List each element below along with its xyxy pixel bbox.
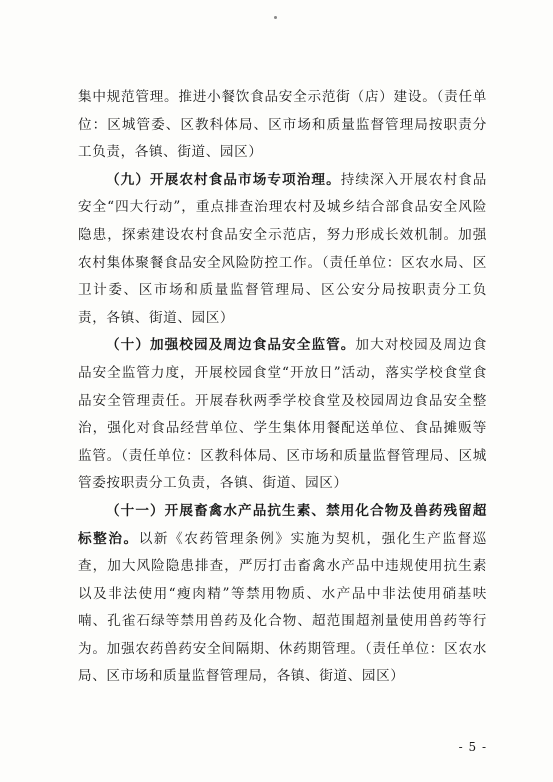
paragraph-section-9 (78, 167, 487, 333)
paragraph-section-11 (78, 498, 487, 691)
paragraph-continuation (78, 84, 487, 167)
paragraph-text: 以新《农药管理条例》实施为契机，强化生产监督巡查，加大风险隐患排查，严厉打击畜禽水产品中违规使用抗生素以及非法使用“瘦肉精”等禁用物质、水产品中非法使用硝基呋喃、孔雀石绿等禁用兽药及化合物、超范围超剂量使用兽药等行为。加强农药兽药安全间隔期、休药期管理。（责任单位：区农水局、区市场和质量监督管理局，各镇、街道、园区） (78, 530, 487, 685)
page-number: - 5 - (458, 740, 487, 754)
paragraph-text: 加大对校园及周边食品安全监管力度，开展校园食堂“开放日”活动，落实学校食堂食品安全管理责任。开展春秋两季学校食堂及校园周边食品安全整治，强化对食品经营单位、学生集体用餐配送单位、食品摊贩等监管。（责任单位：区教科体局、区市场和质量监督管理局、区城管委按职责分工负责，各镇、街道、园区） (78, 337, 487, 492)
section-heading: （九）开展农村食品市场专项治理。 (106, 171, 341, 188)
section-heading: （十一）开展畜禽水产品抗生素、禁用化合物及兽药残留超标整治。 (78, 502, 487, 547)
scan-mark (274, 16, 277, 19)
paragraph-text: 集中规范管理。推进小餐饮食品安全示范街（店）建设。（责任单位：区城管委、区教科体局、区市场和质量监督管理局按职责分工负责，各镇、街道、园区） (78, 89, 487, 161)
paragraph-section-10 (78, 332, 487, 498)
paragraph-text: 持续深入开展农村食品安全“四大行动”，重点排查治理农村及城乡结合部食品安全风险隐患，探索建设农村食品安全示范店，努力形成长效机制。加强农村集体聚餐食品安全风险防控工作。（责任单位：区农水局、区卫计委、区市场和质量监督管理局、区公安分局按职责分工负责，各镇、街道、园区） (78, 171, 487, 326)
section-heading: （十）加强校园及周边食品安全监管。 (106, 337, 356, 354)
